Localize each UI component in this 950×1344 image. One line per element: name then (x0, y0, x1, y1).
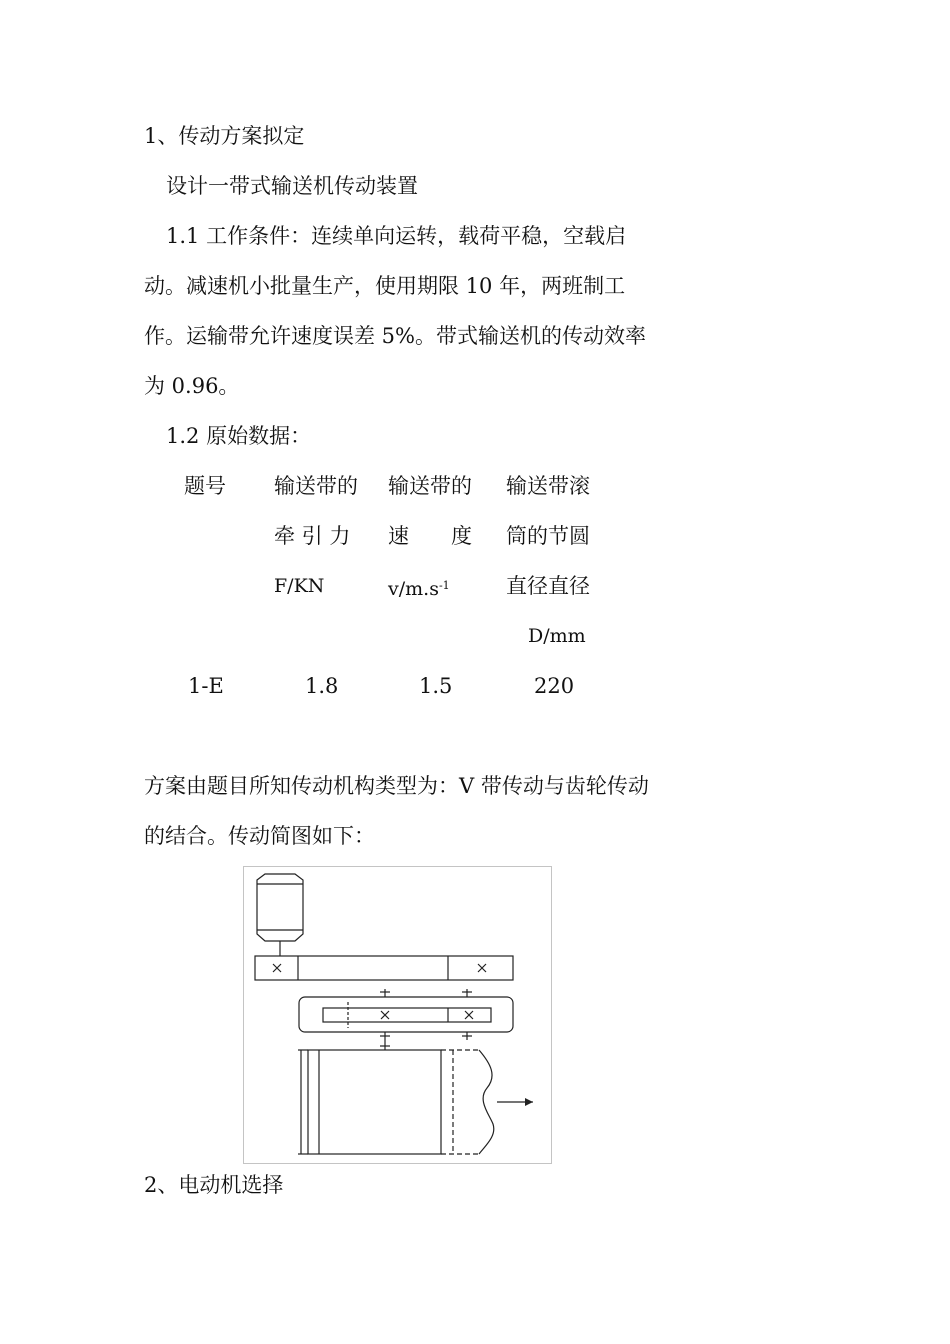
table-header-speed-unit (388, 572, 450, 603)
table-cell-speed: 1.5 (419, 674, 453, 698)
working-conditions-text: 连续单向运转，载荷平稳，空载启动。减速机小批量生产，使用期限 10 年，两班制工作。运输带允许速度误差 5%。带式输送机的传动效率为 0.96。 (144, 224, 646, 398)
table-header-diameter-line2: 筒的节圆 (506, 524, 590, 548)
speed-unit-superscript: -1 (438, 579, 450, 592)
table-cell-force: 1.8 (305, 674, 339, 698)
table-header-diameter-unit: D/mm (528, 625, 586, 647)
table-header-speed-line2: 速 度 (388, 524, 472, 548)
working-conditions-label: 1.1 工作条件： (166, 224, 312, 248)
table-header-diameter-line1: 输送带滚 (506, 474, 590, 498)
working-conditions-paragraph (144, 211, 664, 411)
speed-unit-text: v/m.s (388, 578, 439, 600)
section-1-heading: 1、传动方案拟定 (144, 124, 305, 148)
scheme-paragraph: 方案由题目所知传动机构类型为：V 带传动与齿轮传动的结合。传动简图如下： (144, 774, 649, 848)
table-header-force-line1: 输送带的 (274, 474, 358, 498)
transmission-diagram (243, 866, 552, 1164)
table-header-problem-no: 题号 (184, 474, 226, 498)
raw-data-label: 1.2 原始数据： (166, 424, 312, 448)
table-cell-problem-no: 1-E (188, 674, 224, 698)
table-header-speed-line1: 输送带的 (388, 474, 472, 498)
table-header-force-line2: 牵 引 力 (274, 524, 351, 548)
design-intro: 设计一带式输送机传动装置 (166, 174, 418, 198)
table-header-diameter-line3: 直径直径 (506, 574, 590, 598)
table-header-force-unit: F/KN (274, 575, 325, 597)
table-cell-diameter: 220 (534, 674, 575, 698)
section-2-heading: 2、电动机选择 (144, 1173, 284, 1197)
